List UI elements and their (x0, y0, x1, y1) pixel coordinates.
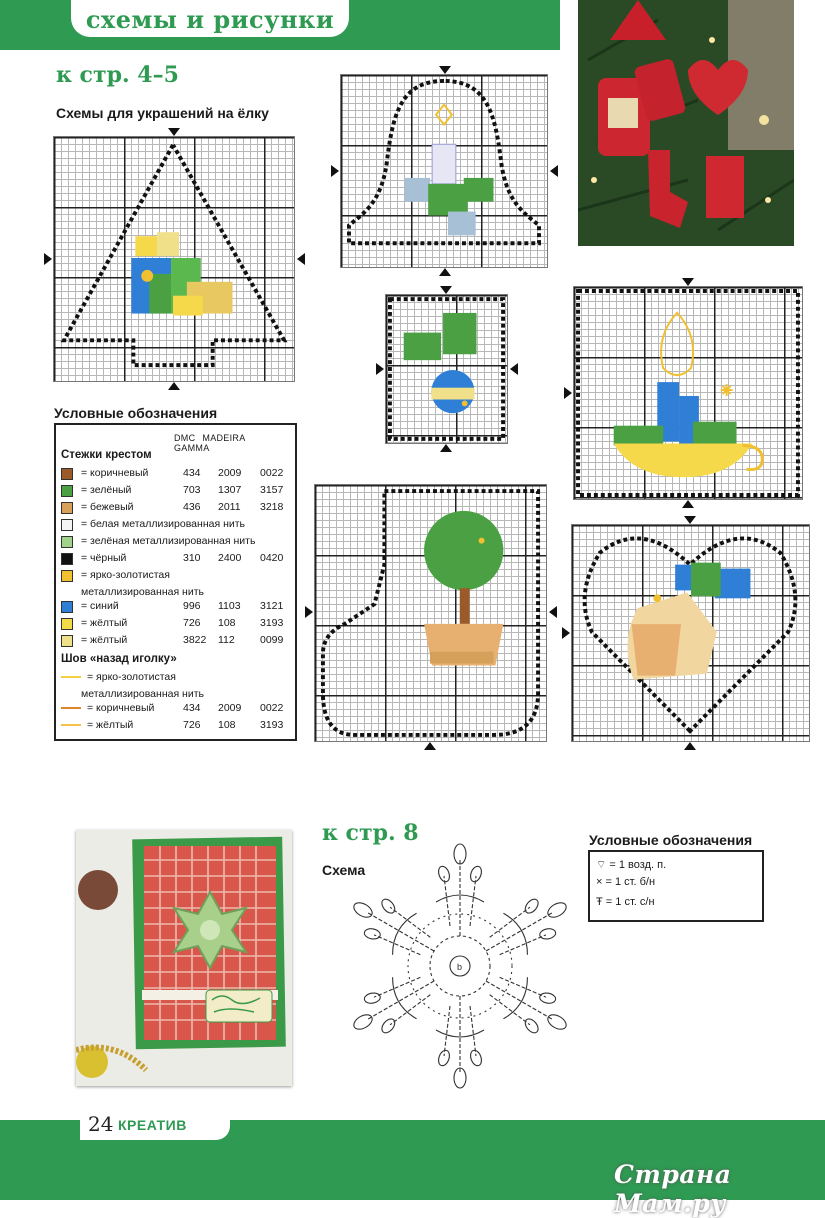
legend-dmc-code: 3822 (183, 634, 207, 646)
double-crochet-label: = 1 ст. с/н (605, 896, 655, 908)
single-crochet-label: = 1 ст. б/н (605, 876, 656, 888)
banner-title: схемы и рисунки (85, 5, 335, 34)
marker-bottom (168, 382, 180, 390)
chart-bell (340, 74, 548, 268)
legend-row (61, 467, 293, 481)
marker-top (682, 278, 694, 286)
marker-right (297, 253, 305, 265)
legend-color-name: = белая металлизированная нить (81, 518, 246, 530)
stitch-legend (54, 423, 297, 741)
section-title-p4-5: к стр. 4–5 (56, 62, 179, 88)
column-dmc: DMC (174, 433, 196, 443)
marker-left (564, 387, 572, 399)
marker-right (550, 165, 558, 177)
legend-madeira-code: 2009 (218, 467, 242, 479)
backstitch-line-swatch (61, 724, 81, 726)
stitch-symbol-swatch (61, 502, 73, 514)
marker-top (440, 286, 452, 294)
legend-columns (174, 433, 295, 453)
legend-dmc-code: 726 (183, 719, 201, 731)
marker-left (331, 165, 339, 177)
legend-row (61, 518, 293, 532)
double-crochet-symbol: Ŧ (596, 896, 603, 908)
legend-row (61, 671, 293, 685)
legend-color-name: = ярко-золотистая (87, 671, 176, 683)
legend-madeira-code: 112 (218, 634, 235, 646)
backstitch-line-swatch (61, 707, 81, 709)
legend-row (61, 586, 293, 600)
legend-color-name: = жёлтый (87, 719, 134, 731)
chart-heart (571, 524, 810, 742)
marker-bottom (439, 268, 451, 276)
legend-row (61, 702, 293, 716)
marker-right (549, 606, 557, 618)
column-gamma: GAMMA (174, 443, 210, 453)
legend-row (61, 688, 293, 702)
legend-row (61, 600, 293, 614)
legend-color-name: = коричневый (87, 702, 155, 714)
legend-color-name: = бежевый (81, 501, 134, 513)
legend-row (61, 484, 293, 498)
card-photo (76, 830, 292, 1086)
legend-color-name: металлизированная нить (81, 688, 205, 700)
legend-row (61, 535, 293, 549)
legend-color-name: = синий (81, 600, 119, 612)
marker-bottom (684, 742, 696, 750)
chart-candle (573, 286, 803, 500)
chain-stitch-symbol: ⌔ (596, 859, 607, 871)
marker-bottom (424, 742, 436, 750)
legend-row (61, 634, 293, 648)
marker-top (439, 66, 451, 74)
legend-row (61, 569, 293, 583)
stitch-symbol-swatch (61, 635, 73, 647)
svg-text:b: b (457, 962, 463, 972)
legend-gamma-code: 0022 (260, 702, 284, 714)
stitch-symbol-swatch (61, 519, 73, 531)
legend-madeira-code: 108 (218, 617, 236, 629)
legend-color-name: = коричневый (81, 467, 149, 479)
page-number: 24 (88, 1112, 114, 1136)
legend-dmc-code: 434 (183, 467, 201, 479)
column-madeira: MADEIRA (202, 433, 246, 443)
legend-gamma-code: 3157 (260, 484, 284, 496)
legend-gamma-code: 0022 (260, 467, 284, 479)
scheme-label: Схема (322, 862, 366, 878)
marker-top (168, 128, 180, 136)
marker-left (44, 253, 52, 265)
legend-title: Условные обозначения (54, 405, 218, 421)
legend-gamma-code: 0420 (260, 552, 284, 564)
chart-ornament-ball (385, 294, 508, 444)
legend-color-name: = зелёная металлизированная нить (81, 535, 256, 547)
double-crochet-row (596, 896, 655, 908)
stitch-symbol-swatch (61, 618, 73, 630)
marker-top (684, 516, 696, 524)
legend-dmc-code: 436 (183, 501, 201, 513)
legend-color-name: = ярко-золотистая (81, 569, 170, 581)
crochet-legend (588, 850, 764, 922)
section-subtitle-ornaments: Схемы для украшений на ёлку (56, 105, 269, 121)
marker-left (376, 363, 384, 375)
legend-madeira-code: 2009 (218, 702, 242, 714)
legend-row (61, 501, 293, 515)
magazine-name: КРЕАТИВ (118, 1117, 187, 1133)
cross-stitch-heading: Стежки крестом (61, 449, 152, 461)
marker-left (305, 606, 313, 618)
legend-madeira-code: 1307 (218, 484, 242, 496)
single-crochet-row (596, 876, 655, 888)
legend-dmc-code: 726 (183, 617, 201, 629)
chain-stitch-row (596, 858, 666, 872)
backstitch-line-swatch (61, 676, 81, 678)
legend-madeira-code: 1103 (218, 600, 241, 612)
legend-gamma-code: 0099 (260, 634, 284, 646)
legend-color-name: металлизированная нить (81, 586, 205, 598)
chart-boot (314, 484, 547, 742)
stitch-symbol-swatch (61, 485, 73, 497)
legend-color-name: = жёлтый (81, 617, 128, 629)
stitch-symbol-swatch (61, 601, 73, 613)
legend-madeira-code: 2400 (218, 552, 242, 564)
stitch-symbol-swatch (61, 553, 73, 565)
legend-color-name: = чёрный (81, 552, 127, 564)
legend-dmc-code: 434 (183, 702, 201, 714)
legend-gamma-code: 3193 (260, 719, 284, 731)
legend-gamma-code: 3218 (260, 501, 284, 513)
marker-bottom (682, 500, 694, 508)
legend-dmc-code: 310 (183, 552, 201, 564)
marker-bottom (440, 444, 452, 452)
chart-tree (53, 136, 295, 382)
legend-dmc-code: 703 (183, 484, 201, 496)
legend-color-name: = зелёный (81, 484, 132, 496)
crochet-legend-title: Условные обозначения (589, 832, 753, 848)
chain-stitch-label: = 1 возд. п. (609, 859, 667, 871)
legend-row (61, 552, 293, 566)
stitch-symbol-swatch (61, 536, 73, 548)
single-crochet-symbol: × (596, 876, 603, 888)
legend-gamma-code: 3193 (260, 617, 284, 629)
section-title-p8: к стр. 8 (322, 820, 419, 846)
marker-right (510, 363, 518, 375)
crochet-snowflake-diagram (340, 836, 580, 1096)
legend-madeira-code: 108 (218, 719, 236, 731)
stitch-symbol-swatch (61, 468, 73, 480)
legend-row (61, 617, 293, 631)
legend-dmc-code: 996 (183, 600, 201, 612)
stitch-symbol-swatch (61, 570, 73, 582)
ornaments-photo (578, 0, 794, 246)
legend-madeira-code: 2011 (218, 501, 241, 513)
site-watermark: Страна Мам.ру (614, 1160, 732, 1218)
backstitch-heading: Шов «назад иголку» (61, 653, 177, 665)
section-banner (68, 0, 352, 40)
legend-row (61, 719, 293, 733)
legend-gamma-code: 3121 (260, 600, 284, 612)
marker-left (562, 627, 570, 639)
legend-color-name: = жёлтый (81, 634, 128, 646)
